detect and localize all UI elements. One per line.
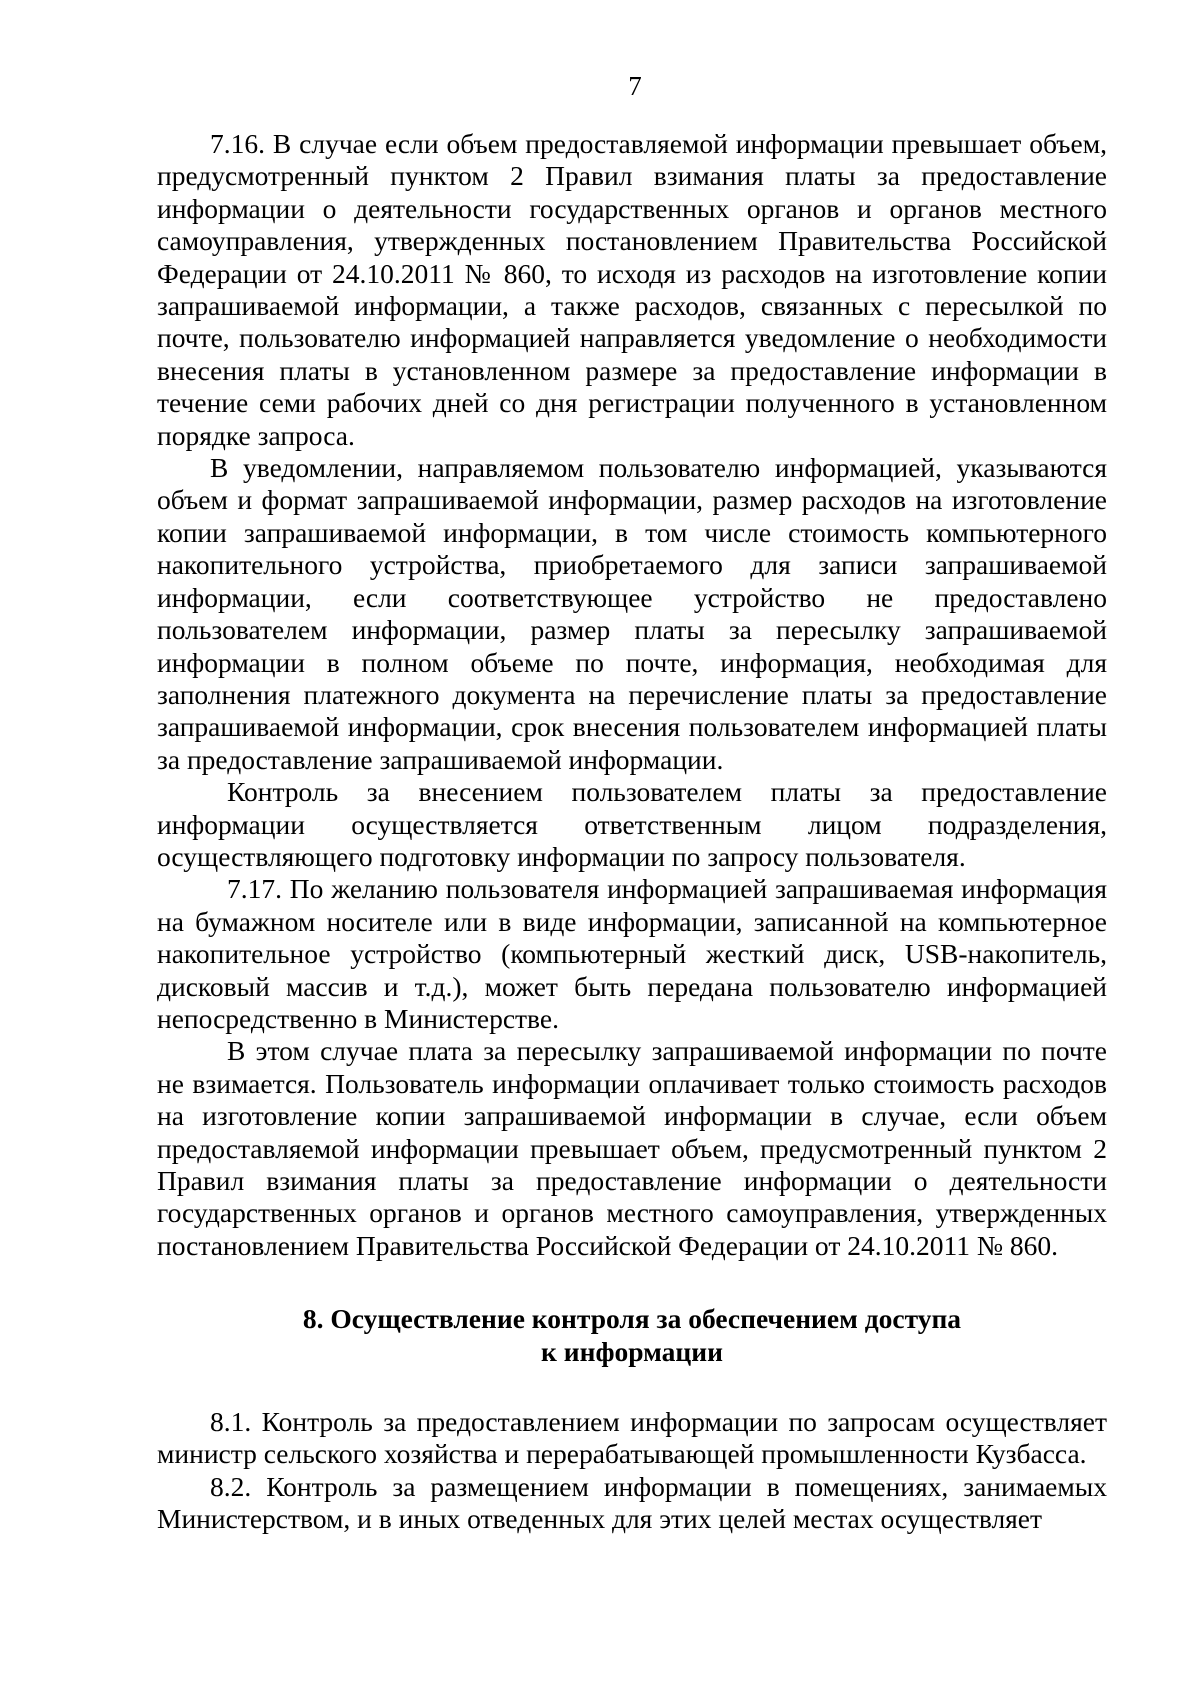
paragraph-7-16-control: Контроль за внесением пользователем платы за предоставление информации осуществляется ответственным лицом подразделения, осуществляющего подготовку информации по запросу пользователя.: [157, 776, 1107, 872]
section-heading-line-1: 8. Осуществление контроля за обеспечением доступа: [302, 1303, 962, 1335]
paragraph-7-16: 7.16. В случае если объем предоставляемой информации превышает объем, предусмотренный пунктом 2 Правил взимания платы за предоставление информации о деятельности государственных органов и органов местного самоуправления, утвержденных постановлением Правительства Российской Федерации от 24.10.2011 № 860, то исходя из расходов на изготовление копии запрашиваемой информации, а также расходов, связанных с пересылкой по почте, пользователю информацией направляется уведомление о необходимости внесения платы в установленном размере за предоставление информации в течение семи рабочих дней со дня регистрации полученного в установленном порядке запроса.: [157, 128, 1107, 451]
section-heading-line-2: к информации: [541, 1335, 723, 1367]
page-number: 7: [628, 71, 642, 101]
paragraph-7-17: 7.17. По желанию пользователя информацией запрашиваемая информация на бумажном носителе или в виде информации, записанной на компьютерное накопительное устройство (компьютерный жесткий диск, USB-накопитель, дисковый массив и т.д.), может быть передана пользователю информацией непосредственно в Министерстве.: [157, 873, 1107, 1034]
paragraph-8-2: 8.2. Контроль за размещением информации в помещениях, занимаемых Министерством, и в иных отведенных для этих целей местах осуществляет: [157, 1470, 1107, 1535]
paragraph-7-16-notice: В уведомлении, направляемом пользователю информацией, указываются объем и формат запрашиваемой информации, размер расходов на изготовление копии запрашиваемой информации, в том числе стоимость компьютерного накопительного устройства, приобретаемого для записи запрашиваемой информации, если соответствующее устройство не предоставлено пользователем информации, размер платы за пересылку запрашиваемой информации в полном объеме по почте, информация, необходимая для заполнения платежного документа на перечисление платы за предоставление запрашиваемой информации, срок внесения пользователем информацией платы за предоставление запрашиваемой информации.: [157, 452, 1107, 775]
document-body: [157, 128, 1107, 1536]
section-heading-8: [157, 1303, 1107, 1368]
paragraph-7-17-fee: В этом случае плата за пересылку запрашиваемой информации по почте не взимается. Пользователь информации оплачивает только стоимость расходов на изготовление копии запрашиваемой информации в случае, если объем предоставляемой информации превышает объем, предусмотренный пунктом 2 Правил взимания платы за предоставление информации о деятельности государственных органов и органов местного самоуправления, утвержденных постановлением Правительства Российской Федерации от 24.10.2011 № 860.: [157, 1035, 1107, 1261]
paragraph-8-1: 8.1. Контроль за предоставлением информации по запросам осуществляет министр сельского хозяйства и перерабатывающей промышленности Кузбасса.: [157, 1406, 1107, 1470]
